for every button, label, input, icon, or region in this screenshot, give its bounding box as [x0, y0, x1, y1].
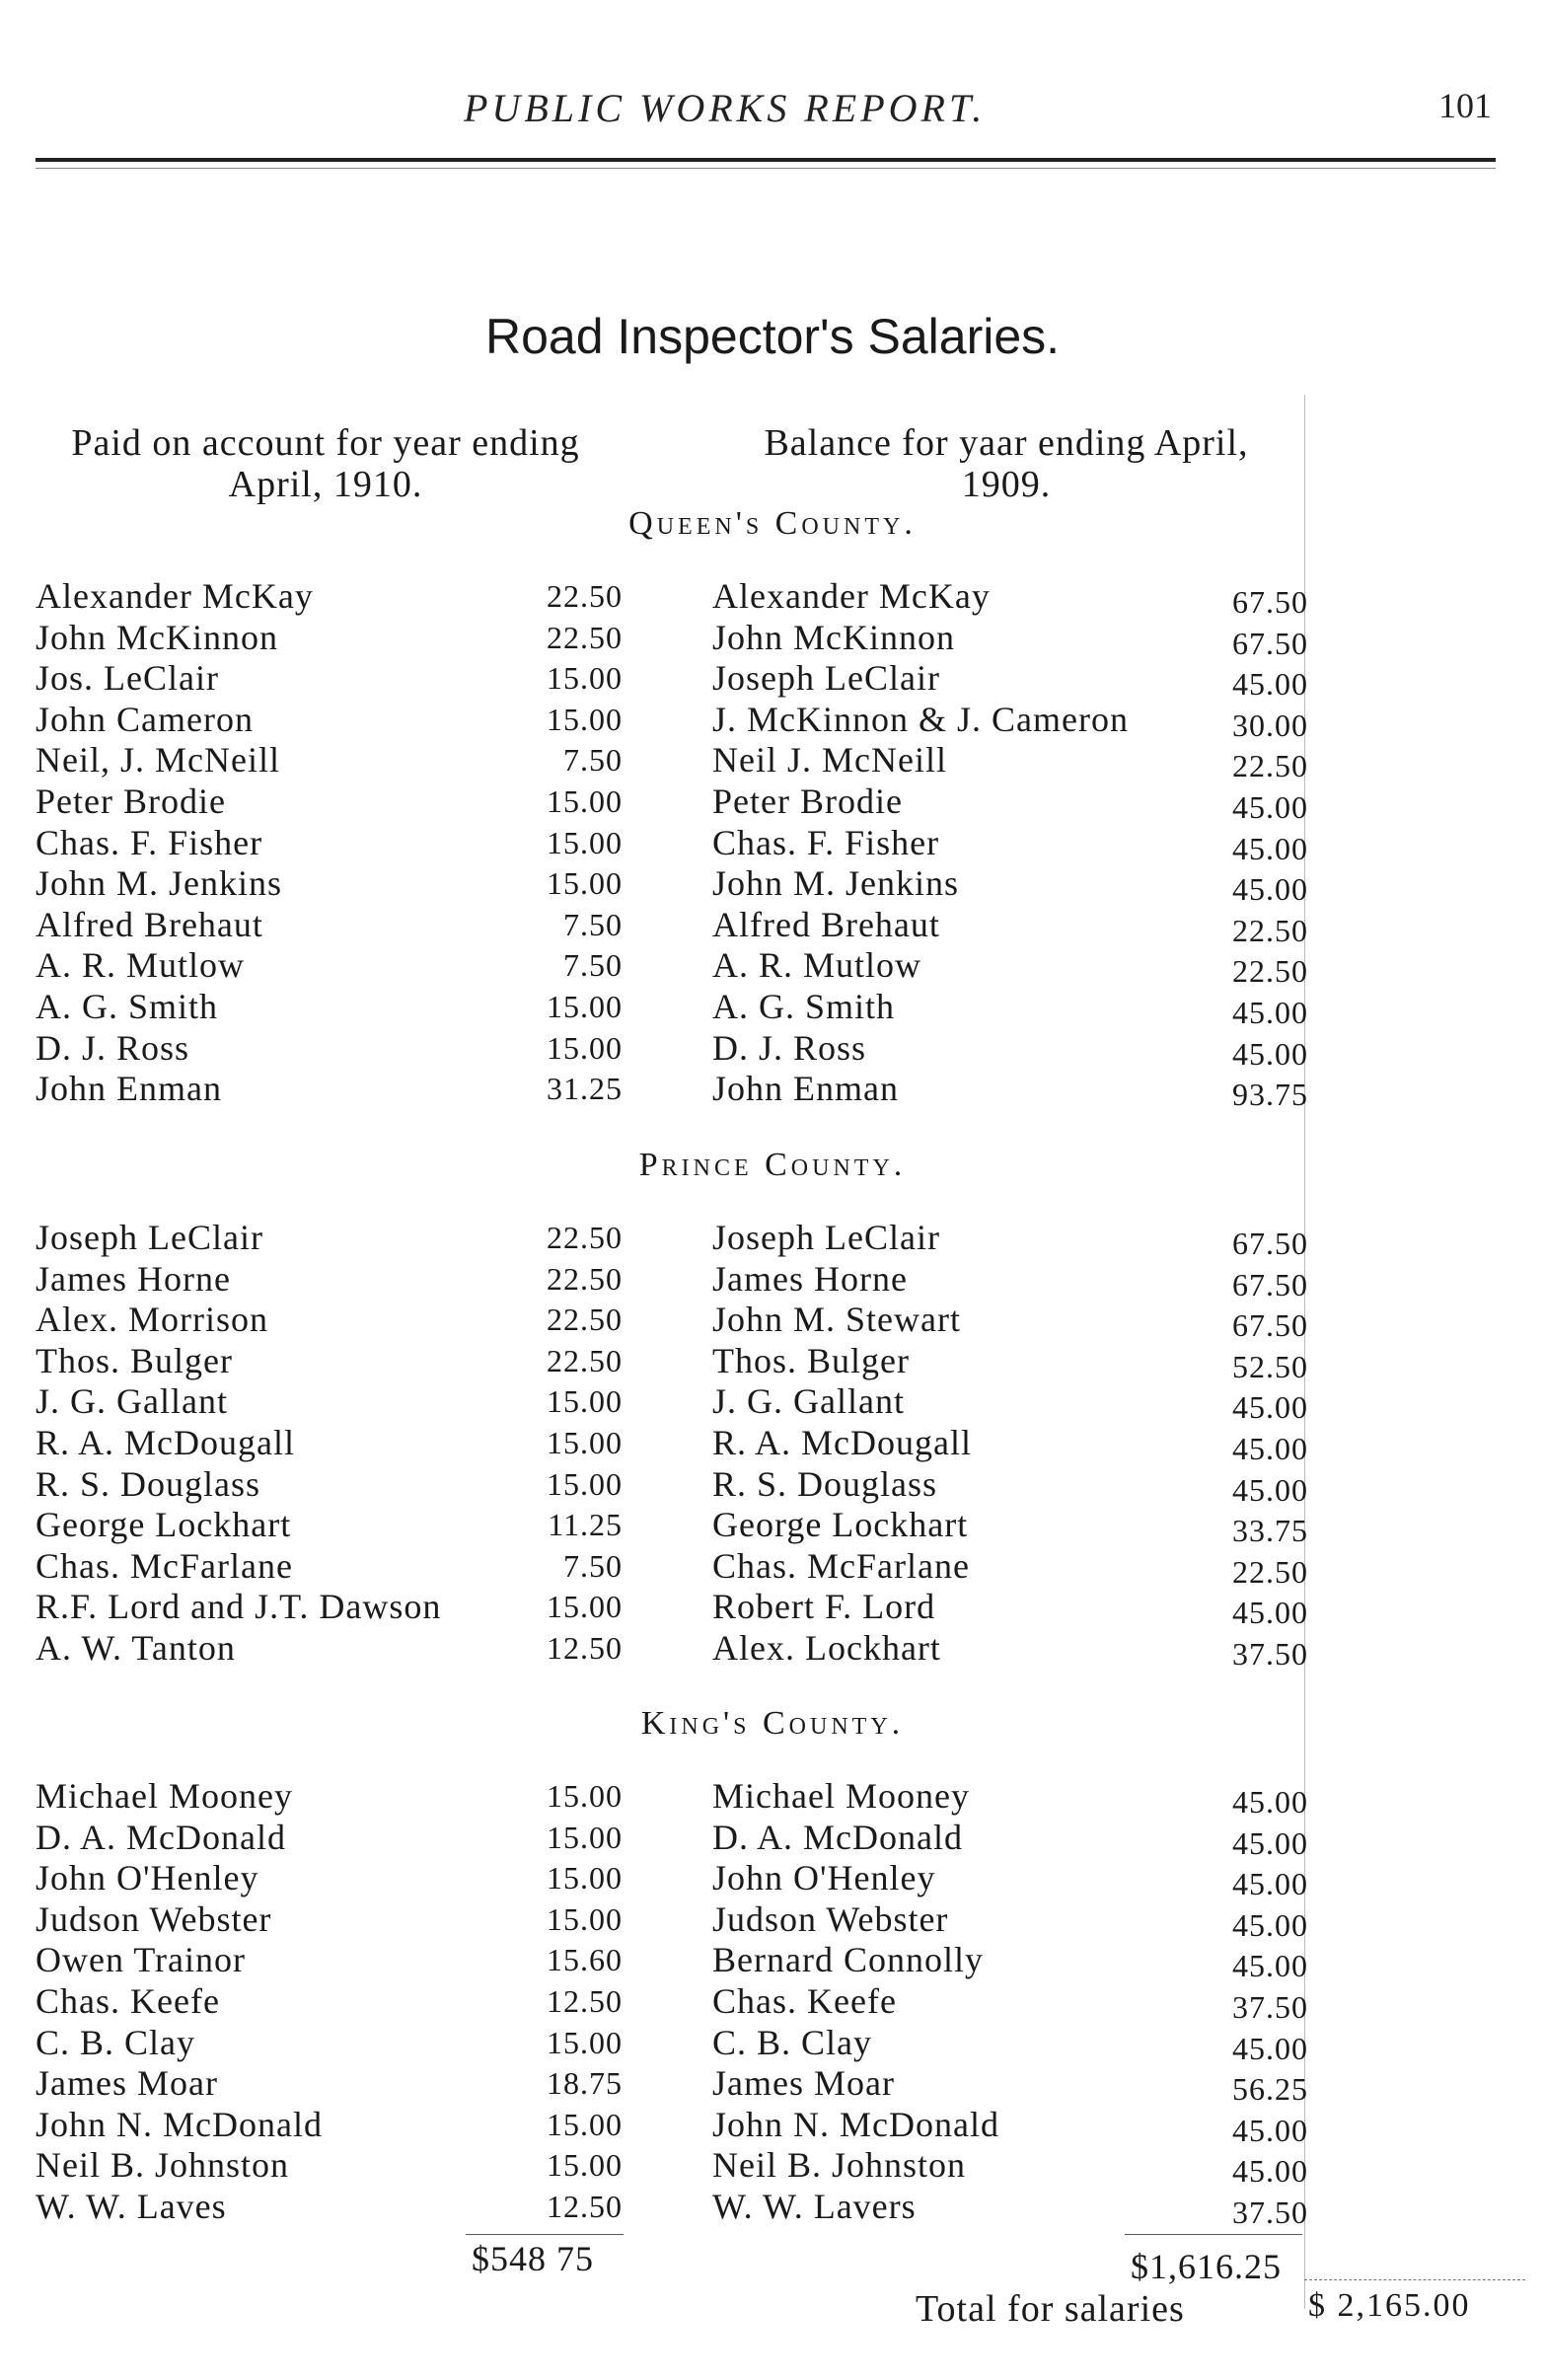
table-row — [0, 1899, 1545, 1941]
paid-amount: 22.50 — [547, 1220, 623, 1255]
balance-name: W. W. Lavers — [712, 2186, 917, 2226]
paid-name: Chas. McFarlane — [36, 1545, 293, 1586]
table-row — [0, 1069, 1545, 1113]
table-row — [0, 1776, 1545, 1818]
balance-amount: 67.50 — [1232, 1307, 1308, 1344]
table-row — [0, 823, 1545, 864]
table-row — [0, 658, 1545, 703]
balance-amount: 45.00 — [1232, 1595, 1308, 1631]
paid-amount: 15.00 — [547, 865, 623, 902]
header-rule — [36, 158, 1496, 162]
balance-total: $1,616.25 — [1131, 2247, 1282, 2286]
balance-amount: 33.75 — [1232, 1513, 1308, 1549]
paid-name: Alex. Morrison — [36, 1300, 268, 1340]
paid-name: John McKinnon — [36, 617, 278, 657]
paid-name: Owen Trainor — [36, 1940, 247, 1980]
balance-name: Neil J. McNeill — [712, 740, 947, 781]
table-row — [0, 2063, 1545, 2108]
paid-amount: 18.75 — [547, 2065, 623, 2102]
balance-amount: 67.50 — [1232, 1266, 1308, 1302]
paid-name: Joseph LeClair — [36, 1218, 263, 1257]
balance-amount: 45.00 — [1232, 666, 1308, 703]
balance-name: John McKinnon — [712, 617, 955, 657]
paid-name: A. R. Mutlow — [36, 945, 246, 986]
paid-name: Jos. LeClair — [36, 658, 219, 699]
paid-name: A. W. Tanton — [36, 1627, 236, 1668]
paid-amount: 7.50 — [563, 1547, 623, 1584]
paid-amount: 22.50 — [547, 578, 623, 614]
paid-amount: 15.00 — [547, 1589, 623, 1625]
paid-name: John M. Jenkins — [36, 863, 283, 904]
paid-name: Neil B. Johnston — [36, 2145, 290, 2186]
table-row — [0, 1028, 1545, 1070]
balance-name: Chas. F. Fisher — [712, 822, 940, 862]
balance-amount: 22.50 — [1232, 1553, 1308, 1590]
balance-sum-rule — [1125, 2234, 1302, 2235]
paid-name: Peter Brodie — [36, 781, 226, 821]
paid-name: R. A. McDougall — [36, 1422, 295, 1462]
page-number: 101 — [1438, 86, 1492, 125]
paid-name: John N. McDonald — [36, 2104, 323, 2144]
paid-name: D. J. Ross — [36, 1027, 190, 1068]
balance-name: Joseph LeClair — [712, 658, 940, 699]
grand-total-rule — [1304, 2279, 1525, 2280]
table-row — [0, 1858, 1545, 1902]
balance-amount: 45.00 — [1232, 788, 1308, 825]
paid-amount: 15.00 — [547, 1778, 623, 1814]
table-row — [0, 1341, 1545, 1382]
balance-amount: 37.50 — [1232, 1988, 1308, 2025]
paid-amount: 15.00 — [547, 1029, 623, 1066]
paid-name: John O'Henley — [36, 1858, 259, 1898]
balance-amount: 37.50 — [1232, 2194, 1308, 2230]
paid-name: James Horne — [36, 1258, 231, 1299]
balance-amount: 45.00 — [1232, 1784, 1308, 1820]
balance-name: J. McKinnon & J. Cameron — [712, 699, 1129, 739]
table-row — [0, 576, 1545, 618]
balance-name: Robert F. Lord — [712, 1587, 936, 1627]
table-row — [0, 740, 1545, 784]
balance-name: George Lockhart — [712, 1505, 969, 1545]
balance-name: Peter Brodie — [712, 781, 903, 821]
paid-amount: 15.00 — [547, 1383, 623, 1420]
paid-amount: 22.50 — [547, 1302, 623, 1338]
balance-amount: 45.00 — [1232, 871, 1308, 908]
county-rows-queens — [0, 576, 1545, 1113]
balance-name: James Horne — [712, 1258, 908, 1299]
table-row — [0, 1505, 1545, 1549]
paid-amount: 15.00 — [547, 824, 623, 860]
balance-amount: 45.00 — [1232, 994, 1308, 1030]
balance-name: C. B. Clay — [712, 2022, 873, 2062]
table-row — [0, 1300, 1545, 1344]
table-row — [0, 2145, 1545, 2190]
paid-name: Alfred Brehaut — [36, 904, 263, 944]
page-title: Road Inspector's Salaries. — [484, 309, 1061, 364]
balance-name: Joseph LeClair — [712, 1218, 940, 1257]
balance-amount: 30.00 — [1232, 707, 1308, 743]
paid-amount: 11.25 — [548, 1507, 623, 1543]
balance-amount: 45.00 — [1232, 2112, 1308, 2148]
table-row — [0, 1423, 1545, 1464]
balance-amount: 52.50 — [1232, 1348, 1308, 1384]
paid-name: R.F. Lord and J.T. Dawson — [36, 1587, 442, 1627]
table-row — [0, 2187, 1545, 2228]
paid-amount: 15.60 — [547, 1942, 623, 1978]
paid-name: A. G. Smith — [36, 986, 219, 1026]
balance-amount: 45.00 — [1232, 830, 1308, 866]
paid-name: Alexander McKay — [36, 576, 314, 616]
balance-amount: 45.00 — [1232, 1906, 1308, 1943]
balance-amount: 93.75 — [1232, 1077, 1308, 1113]
balance-name: Thos. Bulger — [712, 1340, 910, 1380]
balance-amount: 45.00 — [1232, 2030, 1308, 2066]
balance-amount: 56.25 — [1232, 2071, 1308, 2108]
balance-amount: 45.00 — [1232, 1824, 1308, 1861]
balance-name: James Moar — [712, 2063, 895, 2104]
balance-amount: 67.50 — [1232, 1226, 1308, 1261]
paid-amount: 15.00 — [547, 1860, 623, 1897]
paid-name: C. B. Clay — [36, 2022, 196, 2062]
paid-amount: 15.00 — [547, 2106, 623, 2142]
table-row — [0, 1464, 1545, 1506]
paid-sum-rule — [466, 2234, 624, 2235]
header-rule-thin — [36, 168, 1496, 169]
balance-amount: 45.00 — [1232, 1389, 1308, 1426]
balance-name: John M. Stewart — [712, 1300, 961, 1340]
right-heading-line1: Balance for yaar ending April, — [764, 422, 1249, 464]
paid-amount: 15.00 — [547, 2024, 623, 2060]
balance-name: Neil B. Johnston — [712, 2145, 967, 2186]
paid-amount: 15.00 — [547, 1900, 623, 1937]
table-row — [0, 1587, 1545, 1631]
balance-amount: 67.50 — [1232, 584, 1308, 620]
balance-amount: 45.00 — [1232, 1471, 1308, 1508]
running-head — [0, 85, 1545, 134]
paid-amount: 15.00 — [547, 988, 623, 1024]
county-rows-prince — [0, 1218, 1545, 1670]
table-row — [0, 781, 1545, 823]
balance-amount: 45.00 — [1232, 1430, 1308, 1466]
paid-amount: 12.50 — [547, 1629, 623, 1666]
county-rows-kings — [0, 1776, 1545, 2228]
balance-amount: 45.00 — [1232, 1866, 1308, 1902]
paid-amount: 22.50 — [547, 1342, 623, 1378]
paid-amount: 15.00 — [547, 2147, 623, 2184]
table-row — [0, 1259, 1545, 1301]
balance-name: Alfred Brehaut — [712, 904, 940, 944]
paid-amount: 7.50 — [563, 906, 623, 942]
right-column-heading — [691, 422, 1322, 505]
left-heading-line1: Paid on account for year ending — [71, 422, 580, 464]
balance-name: Alexander McKay — [712, 576, 991, 616]
county-heading-kings: King's County. — [640, 1705, 905, 1742]
balance-name: R. A. McDougall — [712, 1422, 972, 1462]
table-row — [0, 863, 1545, 908]
balance-name: D. A. McDonald — [712, 1817, 963, 1857]
left-column-heading — [30, 422, 622, 505]
balance-amount: 22.50 — [1232, 953, 1308, 990]
balance-amount: 22.50 — [1232, 912, 1308, 948]
balance-name: Bernard Connolly — [712, 1940, 984, 1980]
balance-name: John Enman — [712, 1069, 899, 1109]
paid-amount: 15.00 — [547, 660, 623, 697]
balance-amount: 45.00 — [1232, 2153, 1308, 2190]
table-row — [0, 1381, 1545, 1426]
paid-name: George Lockhart — [36, 1505, 292, 1545]
paid-name: R. S. Douglass — [36, 1463, 261, 1504]
balance-amount: 45.00 — [1232, 1035, 1308, 1072]
balance-amount: 22.50 — [1232, 748, 1308, 784]
paid-amount: 7.50 — [563, 947, 623, 984]
table-row — [0, 945, 1545, 990]
balance-name: Michael Mooney — [712, 1776, 970, 1816]
paid-name: James Moar — [36, 2063, 218, 2104]
balance-name: A. G. Smith — [712, 986, 896, 1026]
paid-name: Chas. F. Fisher — [36, 822, 263, 862]
paid-name: J. G. Gallant — [36, 1381, 228, 1422]
paid-name: John Cameron — [36, 699, 254, 739]
table-row — [0, 2105, 1545, 2146]
county-heading-queens: Queen's County. — [628, 505, 917, 542]
paid-name: Thos. Bulger — [36, 1340, 233, 1380]
table-row — [0, 1218, 1545, 1259]
table-row — [0, 905, 1545, 946]
paid-amount: 15.00 — [547, 1819, 623, 1855]
table-row — [0, 1628, 1545, 1670]
paid-total: $548 75 — [472, 2239, 594, 2278]
paid-amount: 31.25 — [547, 1071, 623, 1107]
paid-amount: 22.50 — [547, 1260, 623, 1297]
table-row — [0, 987, 1545, 1028]
balance-name: Chas. Keefe — [712, 1980, 897, 2021]
table-row — [0, 618, 1545, 659]
paid-name: D. A. McDonald — [36, 1817, 286, 1857]
paid-name: Michael Mooney — [36, 1776, 293, 1816]
grand-total-value: $ 2,165.00 — [1308, 2287, 1471, 2324]
paid-amount: 12.50 — [547, 1982, 623, 2019]
balance-amount: 37.50 — [1232, 1635, 1308, 1672]
table-row — [0, 1940, 1545, 1984]
paid-amount: 22.50 — [547, 619, 623, 655]
paid-name: Chas. Keefe — [36, 1980, 220, 2021]
balance-name: J. G. Gallant — [712, 1381, 905, 1422]
balance-name: Alex. Lockhart — [712, 1627, 941, 1668]
county-heading-prince: Prince County. — [638, 1147, 907, 1183]
paid-amount: 12.50 — [547, 2188, 623, 2224]
paid-amount: 7.50 — [563, 742, 623, 779]
table-row — [0, 1981, 1545, 2023]
running-title: PUBLIC WORKS REPORT. — [464, 86, 987, 130]
balance-name: John M. Jenkins — [712, 863, 960, 904]
table-row — [0, 1546, 1545, 1588]
right-heading-line2: 1909. — [961, 464, 1052, 505]
paid-name: Neil, J. McNeill — [36, 740, 280, 781]
paid-amount: 15.00 — [547, 782, 623, 819]
balance-name: John N. McDonald — [712, 2104, 999, 2144]
left-heading-line2: April, 1910. — [228, 464, 423, 505]
balance-name: Judson Webster — [712, 1898, 949, 1939]
table-row — [0, 700, 1545, 741]
balance-name: R. S. Douglass — [712, 1463, 938, 1504]
balance-name: John O'Henley — [712, 1858, 936, 1898]
paid-amount: 15.00 — [547, 1465, 623, 1502]
balance-amount: 67.50 — [1232, 625, 1308, 661]
table-row — [0, 2023, 1545, 2064]
paid-name: W. W. Laves — [36, 2186, 227, 2226]
balance-name: Chas. McFarlane — [712, 1545, 970, 1586]
paid-amount: 15.00 — [547, 1424, 623, 1460]
paid-name: Judson Webster — [36, 1898, 272, 1939]
balance-name: D. J. Ross — [712, 1027, 867, 1068]
grand-total-label: Total for salaries — [916, 2288, 1185, 2330]
paid-name: John Enman — [36, 1069, 222, 1109]
balance-name: A. R. Mutlow — [712, 945, 922, 986]
table-row — [0, 1818, 1545, 1859]
balance-amount: 45.00 — [1232, 1948, 1308, 1984]
paid-amount: 15.00 — [547, 701, 623, 737]
